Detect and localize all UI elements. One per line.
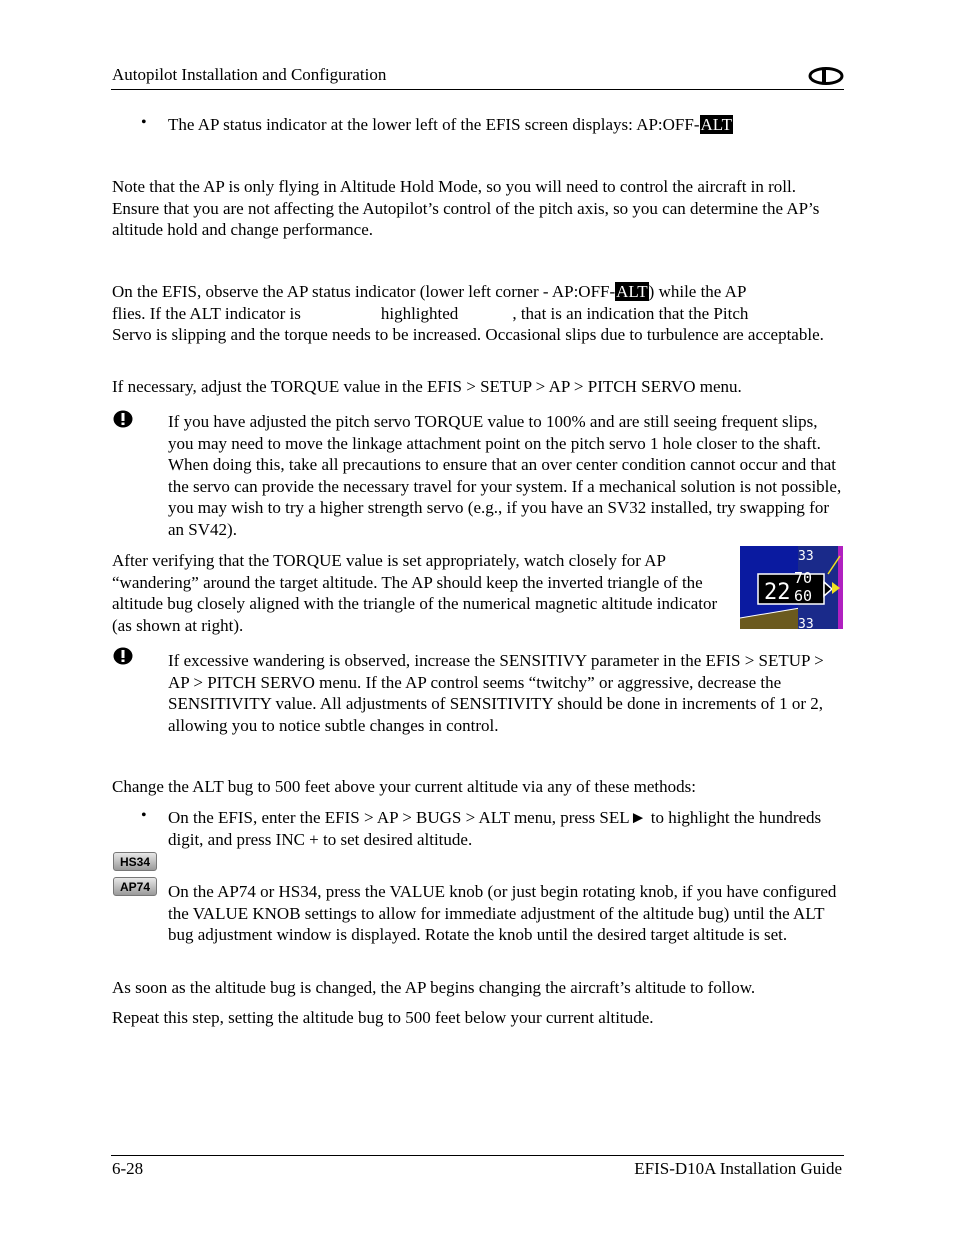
bullet-efis: On the EFIS, enter the EFIS > AP > BUGS > ALT menu, press SEL► to highlight the hundreds digit, and press INC + to set desired altitude.	[168, 808, 822, 849]
as-soon-text: As soon as the altitude bug is changed, the AP begins changing the aircraft’s altitude to follow.	[112, 978, 756, 997]
page-number: 6-28	[112, 1159, 144, 1178]
warning-torque: If you have adjusted the pitch servo TORQUE value to 100% and are still seeing frequent slips, you may need to move the linkage attachment point on the pitch servo 1 hole closer to the shaft. When doing this, take all precautions to ensure that an over center condition cannot occur and that the servo can provide the necessary travel for your system. If a mechanical solution is not possible, you may wish to try a higher strength servo (e.g., if you have an SV32 installed, try swapping for an SV42).	[168, 412, 842, 539]
note-altitude: Note that the AP is only flying in Altitude Hold Mode, so you will need to control the aircraft in roll. Ensure that you are not affecting the Autopilot’s control of the pitch axis, so you can determine the AP’s altitude hold and change performance.	[112, 177, 820, 239]
observe-text-c: flies. If the ALT indicator is	[112, 303, 301, 323]
warning-sensitivity: If excessive wandering is observed, increase the SENSITIVY parameter in the EFIS > SETUP > AP > PITCH SERVO menu. If the AP control seems “twitchy” or aggressive, decrease the SENSITIVITY value. All adjustments of SENSITIVITY should be done in increments of 1 or 2, allowing you to notice subtle changes in control.	[168, 651, 824, 735]
change-bug: Change the ALT bug to 500 feet above your current altitude via any of these methods:	[112, 777, 696, 796]
observe-text-d: highlighted	[380, 303, 459, 323]
observe-text-a: On the EFIS, observe the AP status indicator (lower left corner - AP:OFF-	[112, 282, 616, 301]
observe-paragraph	[112, 281, 842, 346]
header-title: Autopilot Installation and Configuration	[112, 65, 387, 84]
adjust-torque: If necessary, adjust the TORQUE value in the EFIS > SETUP > AP > PITCH SERVO menu.	[112, 377, 742, 396]
observe-alt-highlight: ALT	[616, 282, 648, 301]
altitude-rolling-top: 70	[794, 569, 813, 587]
altitude-big-digits: 22	[764, 580, 791, 605]
ap74-text: On the AP74 or HS34, press the VALUE knob (or just begin rotating knob, if you have configured the VALUE KNOB settings to allow for immediate adjustment of the altitude bug) until the ALT bug adjustment window is displayed. Rotate the knob until the desired target altitude is set.	[168, 882, 837, 944]
alt-highlight: ALT	[700, 115, 732, 134]
after-verify: After verifying that the TORQUE value is set appropriately, watch closely for AP “wandering” around the target altitude. The AP should keep the inverted triangle of the altitude bug closely aligned with the triangle of the numerical magnetic altitude indicator (as shown at right).	[112, 551, 718, 635]
bullet-dot: •	[141, 807, 147, 824]
bullet-status	[168, 114, 843, 136]
efis-altitude-image	[740, 546, 843, 629]
bullet-status-text: The AP status indicator at the lower left of the EFIS screen displays: AP:OFF-	[168, 115, 700, 134]
guide-title: EFIS-D10A Installation Guide	[634, 1159, 842, 1178]
observe-text-b: ) while the AP	[648, 282, 747, 301]
svg-text:33: 33	[798, 549, 814, 564]
repeat-text: Repeat this step, setting the altitude bug to 500 feet below your current altitude.	[112, 1008, 654, 1027]
hs34-badge: HS34	[113, 852, 157, 871]
svg-text:33: 33	[798, 617, 814, 629]
altitude-rolling-bottom: 60	[794, 587, 813, 605]
bullet-dot: •	[141, 114, 147, 131]
footer-rule	[111, 1155, 844, 1156]
ap74-badge: AP74	[113, 877, 157, 896]
dynon-logo-icon	[808, 66, 844, 86]
warning-icon	[113, 410, 133, 428]
observe-text-e: , that is an indication that the Pitch	[512, 303, 749, 323]
header-rule	[111, 89, 844, 90]
warning-icon	[113, 647, 133, 665]
observe-text-f: Servo is slipping and the torque needs to be increased. Occasional slips due to turbulence are acceptable.	[112, 325, 824, 344]
